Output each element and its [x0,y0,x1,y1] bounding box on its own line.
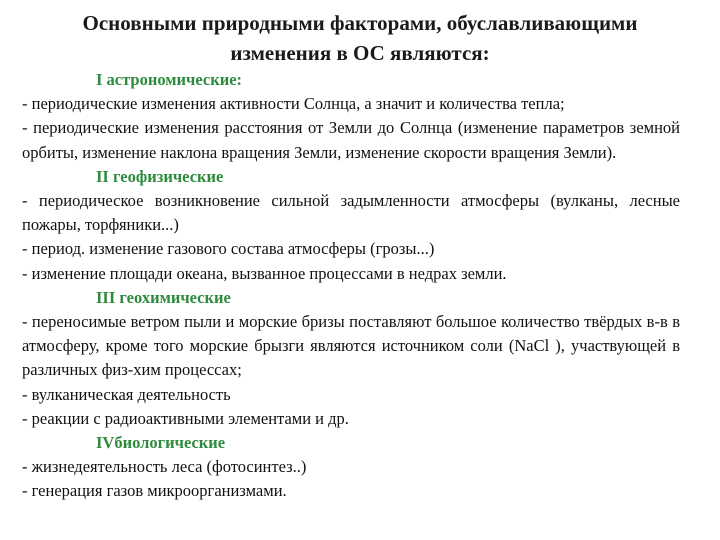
section-heading-astronomical: I астрономические: [96,70,243,89]
list-item: - вулканическая деятельность [22,384,231,404]
list-item: - генерация газов микроорганизмами. [22,481,287,501]
section-heading-geophysical: II геофизические [96,166,224,186]
list-item: - жизнедеятельность леса (фотосинтез..) [22,457,307,477]
section-heading-biological: IVбиологические [96,433,226,453]
title-line-2: изменения в ОС являются: [230,41,490,65]
slide-title [0,8,720,68]
list-item: - периодическое возникновение сильной задымленности атмосферы (вулканы, лесные пожары, торфяники...) [22,191,680,235]
list-item: - периодические изменения активности Солнца, а значит и количества тепла; [22,94,565,114]
slide-body [22,68,680,504]
list-item: - период. изменение газового состава атмосферы (грозы...) [22,239,435,259]
title-line-1: Основными природными факторами, обуславливающими [82,11,638,35]
list-item: - реакции с радиоактивными элементами и др. [22,408,349,428]
list-item: - периодические изменения расстояния от Земли до Солнца (изменение параметров земной орбиты, изменение наклона вращения Земли, изменение скорости вращения Земли). [22,118,680,162]
list-item: - изменение площади океана, вызванное процессами в недрах земли. [22,263,507,283]
section-heading-geochemical: III геохимические [96,287,231,307]
list-item: - переносимые ветром пыли и морские бризы поставляют большое количество твёрдых в-в в атмосферу, кроме того морские брызги являются источником соли (NaCl ), участвующей в различных физ-хим процессах; [22,312,680,380]
